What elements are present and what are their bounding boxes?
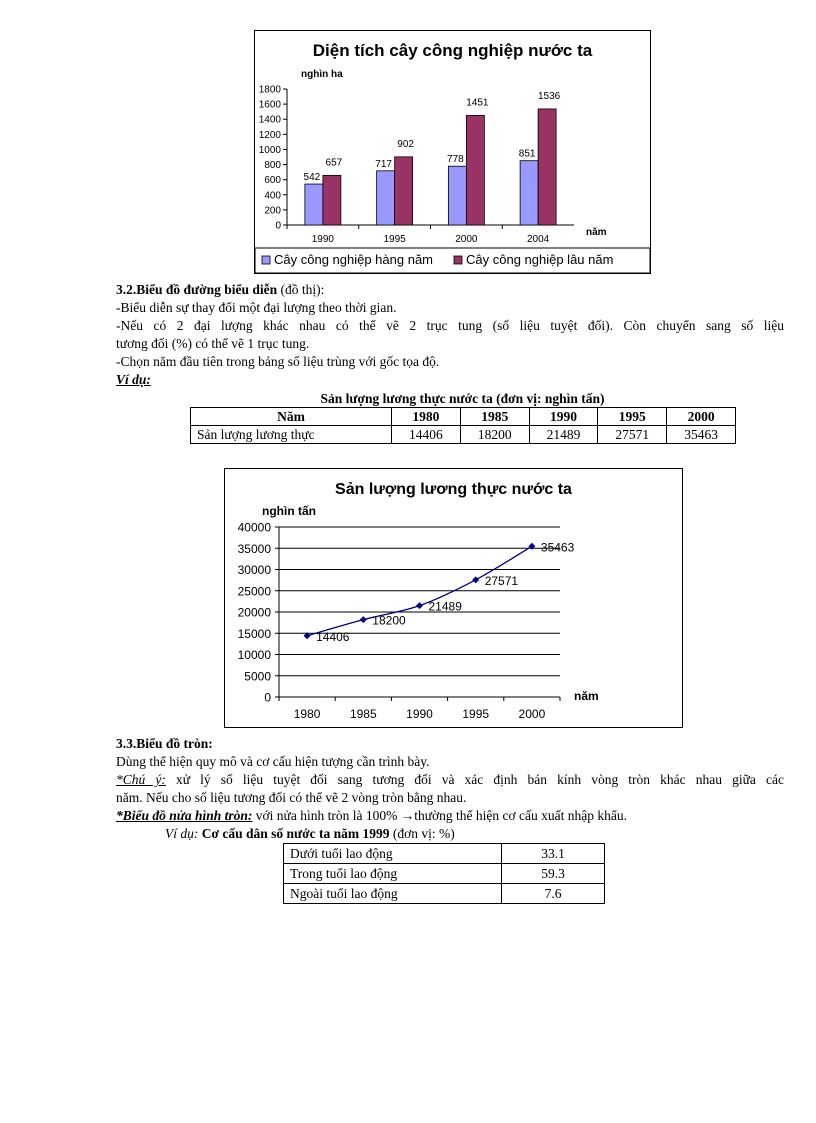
x-axis-label: năm bbox=[574, 689, 599, 703]
data-label: 14406 bbox=[316, 629, 350, 644]
bar bbox=[448, 166, 466, 225]
y-tick-label: 30000 bbox=[237, 563, 271, 577]
y-tick-label: 1000 bbox=[258, 144, 281, 156]
note-text: xử lý số liệu tuyệt đối sang tương đối và xác định bán kính vòng tròn khác nhau giữa các bbox=[165, 772, 784, 787]
x-tick-label: 1980 bbox=[293, 707, 321, 721]
arrow-right-icon: → bbox=[400, 808, 415, 823]
table-cell: 59.3 bbox=[502, 864, 605, 884]
data-label: 18200 bbox=[372, 613, 406, 628]
x-axis-label: năm bbox=[586, 227, 607, 238]
legend-label: Cây công nghiệp hàng năm bbox=[274, 252, 434, 267]
y-tick-label: 0 bbox=[275, 220, 281, 232]
y-tick-label: 600 bbox=[264, 175, 281, 187]
y-tick-label: 15000 bbox=[237, 626, 271, 641]
chart2-title: Sản lượng lương thực nước ta bbox=[335, 481, 572, 498]
bar-data-label: 851 bbox=[518, 148, 536, 160]
y-tick-label: 20000 bbox=[237, 605, 271, 620]
section-3-2-line1: -Biểu diễn sự thay đổi một đại lượng theo thời gian. bbox=[116, 300, 397, 315]
data-point bbox=[472, 576, 479, 583]
table-cell: Trong tuổi lao động bbox=[284, 864, 502, 884]
data-point bbox=[360, 616, 367, 623]
bar-data-label: 902 bbox=[397, 138, 414, 150]
example-unit: (đơn vị: %) bbox=[389, 826, 455, 841]
population-structure-table bbox=[283, 843, 605, 904]
bar bbox=[323, 175, 341, 225]
bar-data-label: 657 bbox=[325, 157, 343, 169]
table-cell: 27571 bbox=[598, 426, 667, 444]
bar bbox=[305, 184, 323, 225]
table-cell: Sản lượng lương thực bbox=[191, 426, 392, 444]
x-tick-label: 2000 bbox=[518, 707, 546, 721]
example-title: Cơ cấu dân số nước ta năm 1999 bbox=[198, 826, 390, 841]
y-tick-label: 1200 bbox=[258, 129, 281, 141]
half-text-b: thường thể hiện cơ cấu xuất nhập khẩu. bbox=[414, 808, 627, 823]
section-3-2-heading bbox=[116, 281, 324, 299]
data-label: 27571 bbox=[484, 573, 519, 588]
bar bbox=[520, 161, 538, 225]
data-label: 35463 bbox=[540, 540, 575, 555]
table-cell: 14406 bbox=[392, 426, 461, 444]
section-3-2-line2a: -Nếu có 2 đại lượng khác nhau có thể vẽ 2 trục tung (số liệu tuyệt đối). Còn chuyển sang số liệu bbox=[116, 318, 784, 333]
section-3-3-heading: 3.3.Biểu đồ tròn: bbox=[116, 736, 213, 751]
example-label-2: Ví dụ: bbox=[165, 826, 199, 841]
table-header-cell: 1980 bbox=[392, 408, 461, 426]
x-tick-label: 1995 bbox=[383, 234, 406, 245]
chart1-plot bbox=[255, 31, 650, 273]
bar bbox=[538, 109, 556, 225]
note-label: *Chú ý: bbox=[116, 772, 166, 787]
data-label: 21489 bbox=[428, 599, 462, 614]
y-axis-label: nghìn tấn bbox=[262, 504, 316, 518]
legend-label: Cây công nghiệp lâu năm bbox=[466, 252, 614, 267]
x-tick-label: 1985 bbox=[349, 707, 377, 721]
bar bbox=[395, 157, 413, 225]
table-cell: 35463 bbox=[667, 426, 736, 444]
chart2-plot bbox=[225, 469, 682, 727]
chart1-title: Diện tích cây công nghiệp nước ta bbox=[312, 41, 593, 60]
section-3-2-suffix: (đồ thị): bbox=[277, 282, 325, 297]
table-header-cell: 2000 bbox=[667, 408, 736, 426]
y-tick-label: 5000 bbox=[244, 669, 271, 684]
industrial-crop-area-chart bbox=[254, 30, 651, 274]
example-label-1: Ví dụ: bbox=[116, 372, 151, 387]
section-3-3-half bbox=[116, 807, 627, 825]
y-axis-label: nghìn ha bbox=[301, 69, 343, 80]
section-3-3-note-b: năm. Nếu cho số liệu tương đối có thể vẽ 2 vòng tròn bằng nhau. bbox=[116, 790, 467, 805]
bar bbox=[466, 115, 484, 225]
bar-data-label: 778 bbox=[447, 154, 464, 166]
table-cell: 33.1 bbox=[502, 844, 605, 864]
bar bbox=[377, 171, 395, 225]
half-label: *Biểu đồ nửa hình tròn: bbox=[116, 808, 253, 823]
table-cell: Ngoài tuổi lao động bbox=[284, 884, 502, 904]
bar-data-label: 1536 bbox=[538, 90, 561, 102]
table-row bbox=[191, 426, 736, 444]
table-header-row bbox=[191, 408, 736, 426]
y-tick-label: 800 bbox=[264, 160, 281, 172]
y-tick-label: 35000 bbox=[237, 541, 271, 556]
food-production-table bbox=[190, 407, 736, 444]
table-row bbox=[284, 844, 605, 864]
y-tick-label: 10000 bbox=[237, 648, 271, 662]
table-header-cell: 1995 bbox=[598, 408, 667, 426]
x-tick-label: 1990 bbox=[311, 234, 334, 245]
y-tick-label: 400 bbox=[264, 190, 281, 202]
y-tick-label: 1600 bbox=[258, 99, 281, 111]
table-row bbox=[284, 884, 605, 904]
y-tick-label: 0 bbox=[264, 690, 271, 705]
bar-data-label: 717 bbox=[375, 158, 392, 170]
bar-data-label: 542 bbox=[303, 172, 321, 184]
table-cell: 18200 bbox=[460, 426, 529, 444]
table-header-cell: 1990 bbox=[529, 408, 598, 426]
x-tick-label: 2004 bbox=[527, 234, 550, 245]
section-3-2-line3: -Chọn năm đầu tiên trong bảng số liệu trùng với gốc tọa độ. bbox=[116, 354, 440, 369]
example-line-2 bbox=[165, 825, 455, 843]
table1-title: Sản lượng lương thực nước ta (đơn vị: nghìn tấn) bbox=[320, 391, 605, 406]
x-tick-label: 1995 bbox=[462, 707, 490, 721]
table-cell: 21489 bbox=[529, 426, 598, 444]
table-header-cell: 1985 bbox=[460, 408, 529, 426]
data-point bbox=[416, 602, 423, 609]
y-tick-label: 25000 bbox=[237, 584, 271, 599]
table-cell: 7.6 bbox=[502, 884, 605, 904]
section-3-2-line2b: tương đối (%) có thể vẽ 1 trục tung. bbox=[116, 336, 310, 351]
section-3-2-title: 3.2.Biểu đồ đường biểu diễn bbox=[116, 282, 278, 297]
legend-swatch bbox=[262, 256, 270, 264]
half-text: với nửa hình tròn là 100% bbox=[252, 808, 401, 823]
table-row bbox=[284, 864, 605, 884]
section-3-3-note bbox=[116, 771, 784, 789]
table-cell: Dưới tuổi lao động bbox=[284, 844, 502, 864]
table-header-cell: Năm bbox=[191, 408, 392, 426]
food-production-chart bbox=[224, 468, 683, 728]
y-tick-label: 40000 bbox=[237, 520, 271, 535]
y-tick-label: 1800 bbox=[258, 84, 281, 96]
legend-swatch bbox=[454, 256, 462, 264]
x-tick-label: 2000 bbox=[455, 234, 478, 245]
bar-data-label: 1451 bbox=[466, 97, 489, 109]
section-3-3-line1: Dùng thể hiện quy mô và cơ cấu hiện tượng cần trình bày. bbox=[116, 754, 430, 769]
y-tick-label: 200 bbox=[264, 205, 281, 217]
y-tick-label: 1400 bbox=[258, 114, 281, 126]
x-tick-label: 1990 bbox=[406, 707, 433, 721]
